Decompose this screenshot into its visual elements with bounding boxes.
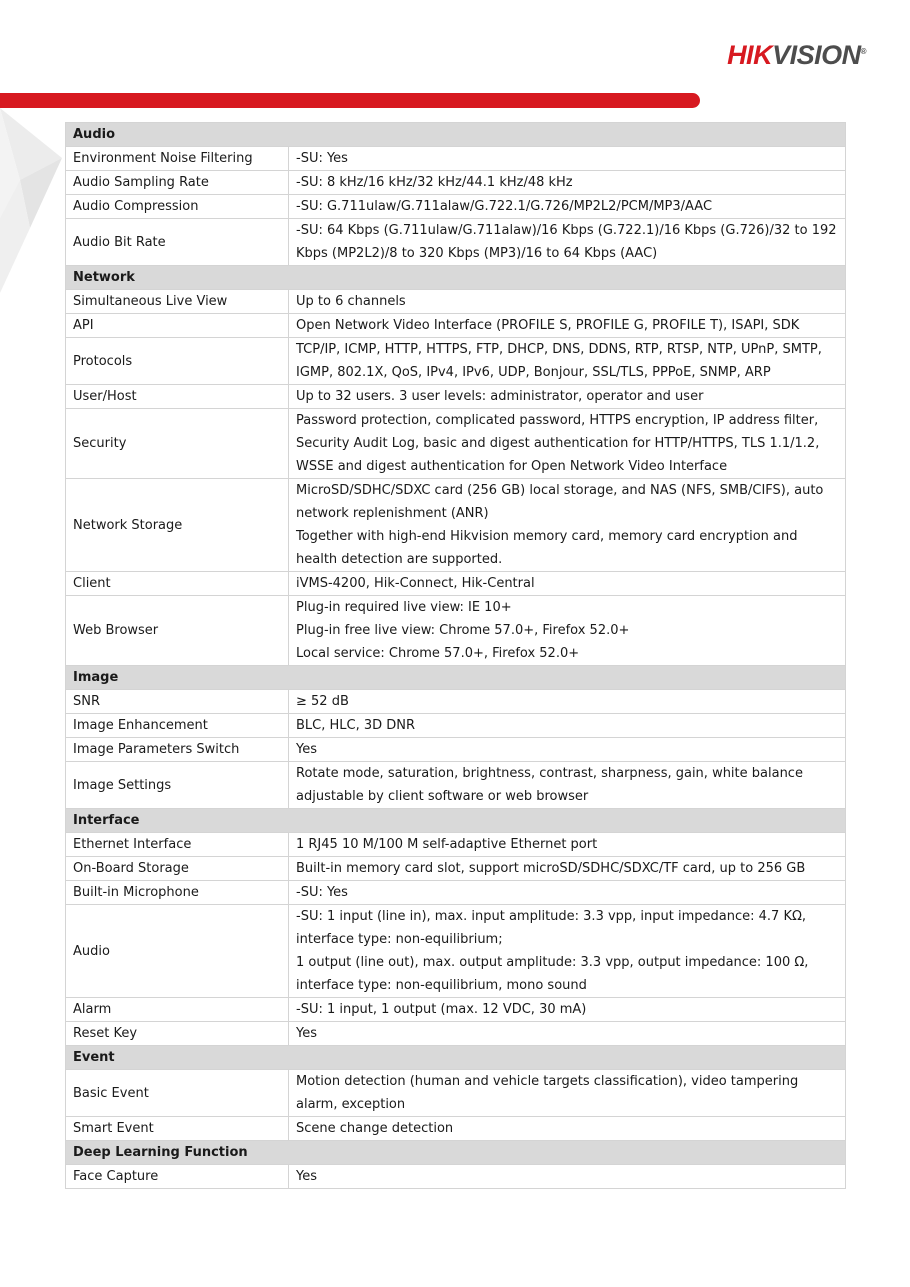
section-header <box>66 1141 846 1165</box>
spec-value-line: -SU: 1 input, 1 output (max. 12 VDC, 30 mA) <box>296 1002 587 1017</box>
section-header <box>66 666 846 690</box>
spec-value <box>289 881 846 905</box>
section-header <box>66 266 846 290</box>
spec-label: Audio Compression <box>66 195 289 219</box>
spec-value <box>289 409 846 479</box>
spec-value-line: -SU: Yes <box>296 151 348 166</box>
spec-label: Smart Event <box>66 1117 289 1141</box>
spec-value-line: Plug-in free live view: Chrome 57.0+, Firefox 52.0+ <box>296 623 630 638</box>
spec-row <box>66 314 846 338</box>
spec-label: Environment Noise Filtering <box>66 147 289 171</box>
spec-value-line: 1 RJ45 10 M/100 M self-adaptive Ethernet port <box>296 837 598 852</box>
spec-value <box>289 314 846 338</box>
spec-row <box>66 738 846 762</box>
spec-label: Reset Key <box>66 1022 289 1046</box>
spec-value-line: Open Network Video Interface (PROFILE S, PROFILE G, PROFILE T), ISAPI, SDK <box>296 318 800 333</box>
spec-value <box>289 1165 846 1189</box>
spec-row <box>66 1117 846 1141</box>
spec-value <box>289 690 846 714</box>
spec-label: Simultaneous Live View <box>66 290 289 314</box>
spec-value-line: Yes <box>296 1169 317 1184</box>
spec-value-line: -SU: 8 kHz/16 kHz/32 kHz/44.1 kHz/48 kHz <box>296 175 573 190</box>
spec-label: Face Capture <box>66 1165 289 1189</box>
spec-value-line: -SU: Yes <box>296 885 348 900</box>
section-header <box>66 809 846 833</box>
spec-value-line: -SU: 1 input (line in), max. input amplitude: 3.3 vpp, input impedance: 4.7 KΩ, interface type: non-equilibrium; <box>296 909 807 947</box>
spec-label: Image Settings <box>66 762 289 809</box>
spec-row <box>66 596 846 666</box>
header-red-bar <box>0 93 700 108</box>
spec-value-line: Up to 32 users. 3 user levels: administrator, operator and user <box>296 389 704 404</box>
spec-row <box>66 1070 846 1117</box>
spec-value <box>289 338 846 385</box>
spec-value-line: -SU: G.711ulaw/G.711alaw/G.722.1/G.726/MP2L2/PCM/MP3/AAC <box>296 199 713 214</box>
spec-row <box>66 290 846 314</box>
spec-value-line: Rotate mode, saturation, brightness, contrast, sharpness, gain, white balance adjustable by client software or web browser <box>296 766 803 804</box>
spec-value-line: 1 output (line out), max. output amplitude: 3.3 vpp, output impedance: 100 Ω, interface type: non-equilibrium, mono sound <box>296 955 809 993</box>
spec-row <box>66 479 846 572</box>
spec-row <box>66 690 846 714</box>
spec-value <box>289 290 846 314</box>
spec-row <box>66 833 846 857</box>
spec-label: On-Board Storage <box>66 857 289 881</box>
spec-value <box>289 219 846 266</box>
spec-label: Web Browser <box>66 596 289 666</box>
spec-label: Image Enhancement <box>66 714 289 738</box>
spec-label: User/Host <box>66 385 289 409</box>
spec-label: Protocols <box>66 338 289 385</box>
spec-value-line: TCP/IP, ICMP, HTTP, HTTPS, FTP, DHCP, DNS, DDNS, RTP, RTSP, NTP, UPnP, SMTP, IGMP, 802.1X, QoS, IPv4, IPv6, UDP, Bonjour, SSL/TLS, PPPoE, SNMP, ARP <box>296 342 822 380</box>
logo-hik: HIK <box>727 40 773 70</box>
spec-value-line: Yes <box>296 1026 317 1041</box>
logo-registered-mark: ® <box>860 47 866 56</box>
spec-value <box>289 596 846 666</box>
spec-row <box>66 219 846 266</box>
spec-label: Built-in Microphone <box>66 881 289 905</box>
spec-row <box>66 857 846 881</box>
spec-value <box>289 195 846 219</box>
spec-value <box>289 171 846 195</box>
spec-value-line: Password protection, complicated password, HTTPS encryption, IP address filter, Security Audit Log, basic and digest authentication for HTTP/HTTPS, TLS 1.1/1.2, WSSE and digest authentication for Open Network Video Interface <box>296 413 820 474</box>
spec-label: SNR <box>66 690 289 714</box>
spec-value <box>289 998 846 1022</box>
section-title: Deep Learning Function <box>66 1141 846 1165</box>
section-title: Network <box>66 266 846 290</box>
spec-value-line: Up to 6 channels <box>296 294 406 309</box>
spec-label: Image Parameters Switch <box>66 738 289 762</box>
spec-row <box>66 409 846 479</box>
spec-row <box>66 1165 846 1189</box>
logo-vision: VISION <box>772 40 861 70</box>
spec-row <box>66 998 846 1022</box>
spec-row <box>66 714 846 738</box>
spec-table <box>65 122 846 1189</box>
spec-value <box>289 905 846 998</box>
spec-label: Audio Bit Rate <box>66 219 289 266</box>
watermark-graphic <box>0 108 70 298</box>
spec-label: Ethernet Interface <box>66 833 289 857</box>
spec-value-line: -SU: 64 Kbps (G.711ulaw/G.711alaw)/16 Kbps (G.722.1)/16 Kbps (G.726)/32 to 192 Kbps (MP2L2)/8 to 320 Kbps (MP3)/16 to 64 Kbps (AAC) <box>296 223 837 261</box>
spec-value-line: BLC, HLC, 3D DNR <box>296 718 416 733</box>
spec-value <box>289 479 846 572</box>
spec-value-line: Local service: Chrome 57.0+, Firefox 52.0+ <box>296 646 580 661</box>
section-header <box>66 1046 846 1070</box>
spec-value-line: Built-in memory card slot, support microSD/SDHC/SDXC/TF card, up to 256 GB <box>296 861 806 876</box>
spec-value <box>289 1022 846 1046</box>
spec-row <box>66 1022 846 1046</box>
section-title: Event <box>66 1046 846 1070</box>
spec-value-line: iVMS-4200, Hik-Connect, Hik-Central <box>296 576 535 591</box>
spec-row <box>66 147 846 171</box>
spec-value-line: ≥ 52 dB <box>296 694 349 709</box>
spec-row <box>66 881 846 905</box>
spec-value <box>289 738 846 762</box>
section-title: Interface <box>66 809 846 833</box>
spec-value-line: Scene change detection <box>296 1121 454 1136</box>
spec-value <box>289 833 846 857</box>
spec-value-line: MicroSD/SDHC/SDXC card (256 GB) local storage, and NAS (NFS, SMB/CIFS), auto network replenishment (ANR) <box>296 483 824 521</box>
spec-value-line: Motion detection (human and vehicle targets classification), video tampering alarm, exception <box>296 1074 799 1112</box>
spec-row <box>66 171 846 195</box>
spec-label: API <box>66 314 289 338</box>
spec-row <box>66 338 846 385</box>
spec-label: Client <box>66 572 289 596</box>
spec-label: Audio Sampling Rate <box>66 171 289 195</box>
hikvision-logo <box>727 40 866 71</box>
spec-value <box>289 762 846 809</box>
spec-value <box>289 385 846 409</box>
spec-row <box>66 195 846 219</box>
spec-row <box>66 762 846 809</box>
spec-value <box>289 857 846 881</box>
spec-label: Audio <box>66 905 289 998</box>
spec-label: Alarm <box>66 998 289 1022</box>
section-title: Image <box>66 666 846 690</box>
spec-value <box>289 1117 846 1141</box>
spec-label: Security <box>66 409 289 479</box>
spec-value-line: Yes <box>296 742 317 757</box>
spec-row <box>66 385 846 409</box>
section-header <box>66 123 846 147</box>
spec-value <box>289 714 846 738</box>
spec-value <box>289 1070 846 1117</box>
spec-row <box>66 905 846 998</box>
spec-value-line: Together with high-end Hikvision memory card, memory card encryption and health detection are supported. <box>296 529 798 567</box>
spec-value <box>289 147 846 171</box>
spec-label: Network Storage <box>66 479 289 572</box>
spec-label: Basic Event <box>66 1070 289 1117</box>
section-title: Audio <box>66 123 846 147</box>
spec-row <box>66 572 846 596</box>
spec-value <box>289 572 846 596</box>
spec-value-line: Plug-in required live view: IE 10+ <box>296 600 512 615</box>
